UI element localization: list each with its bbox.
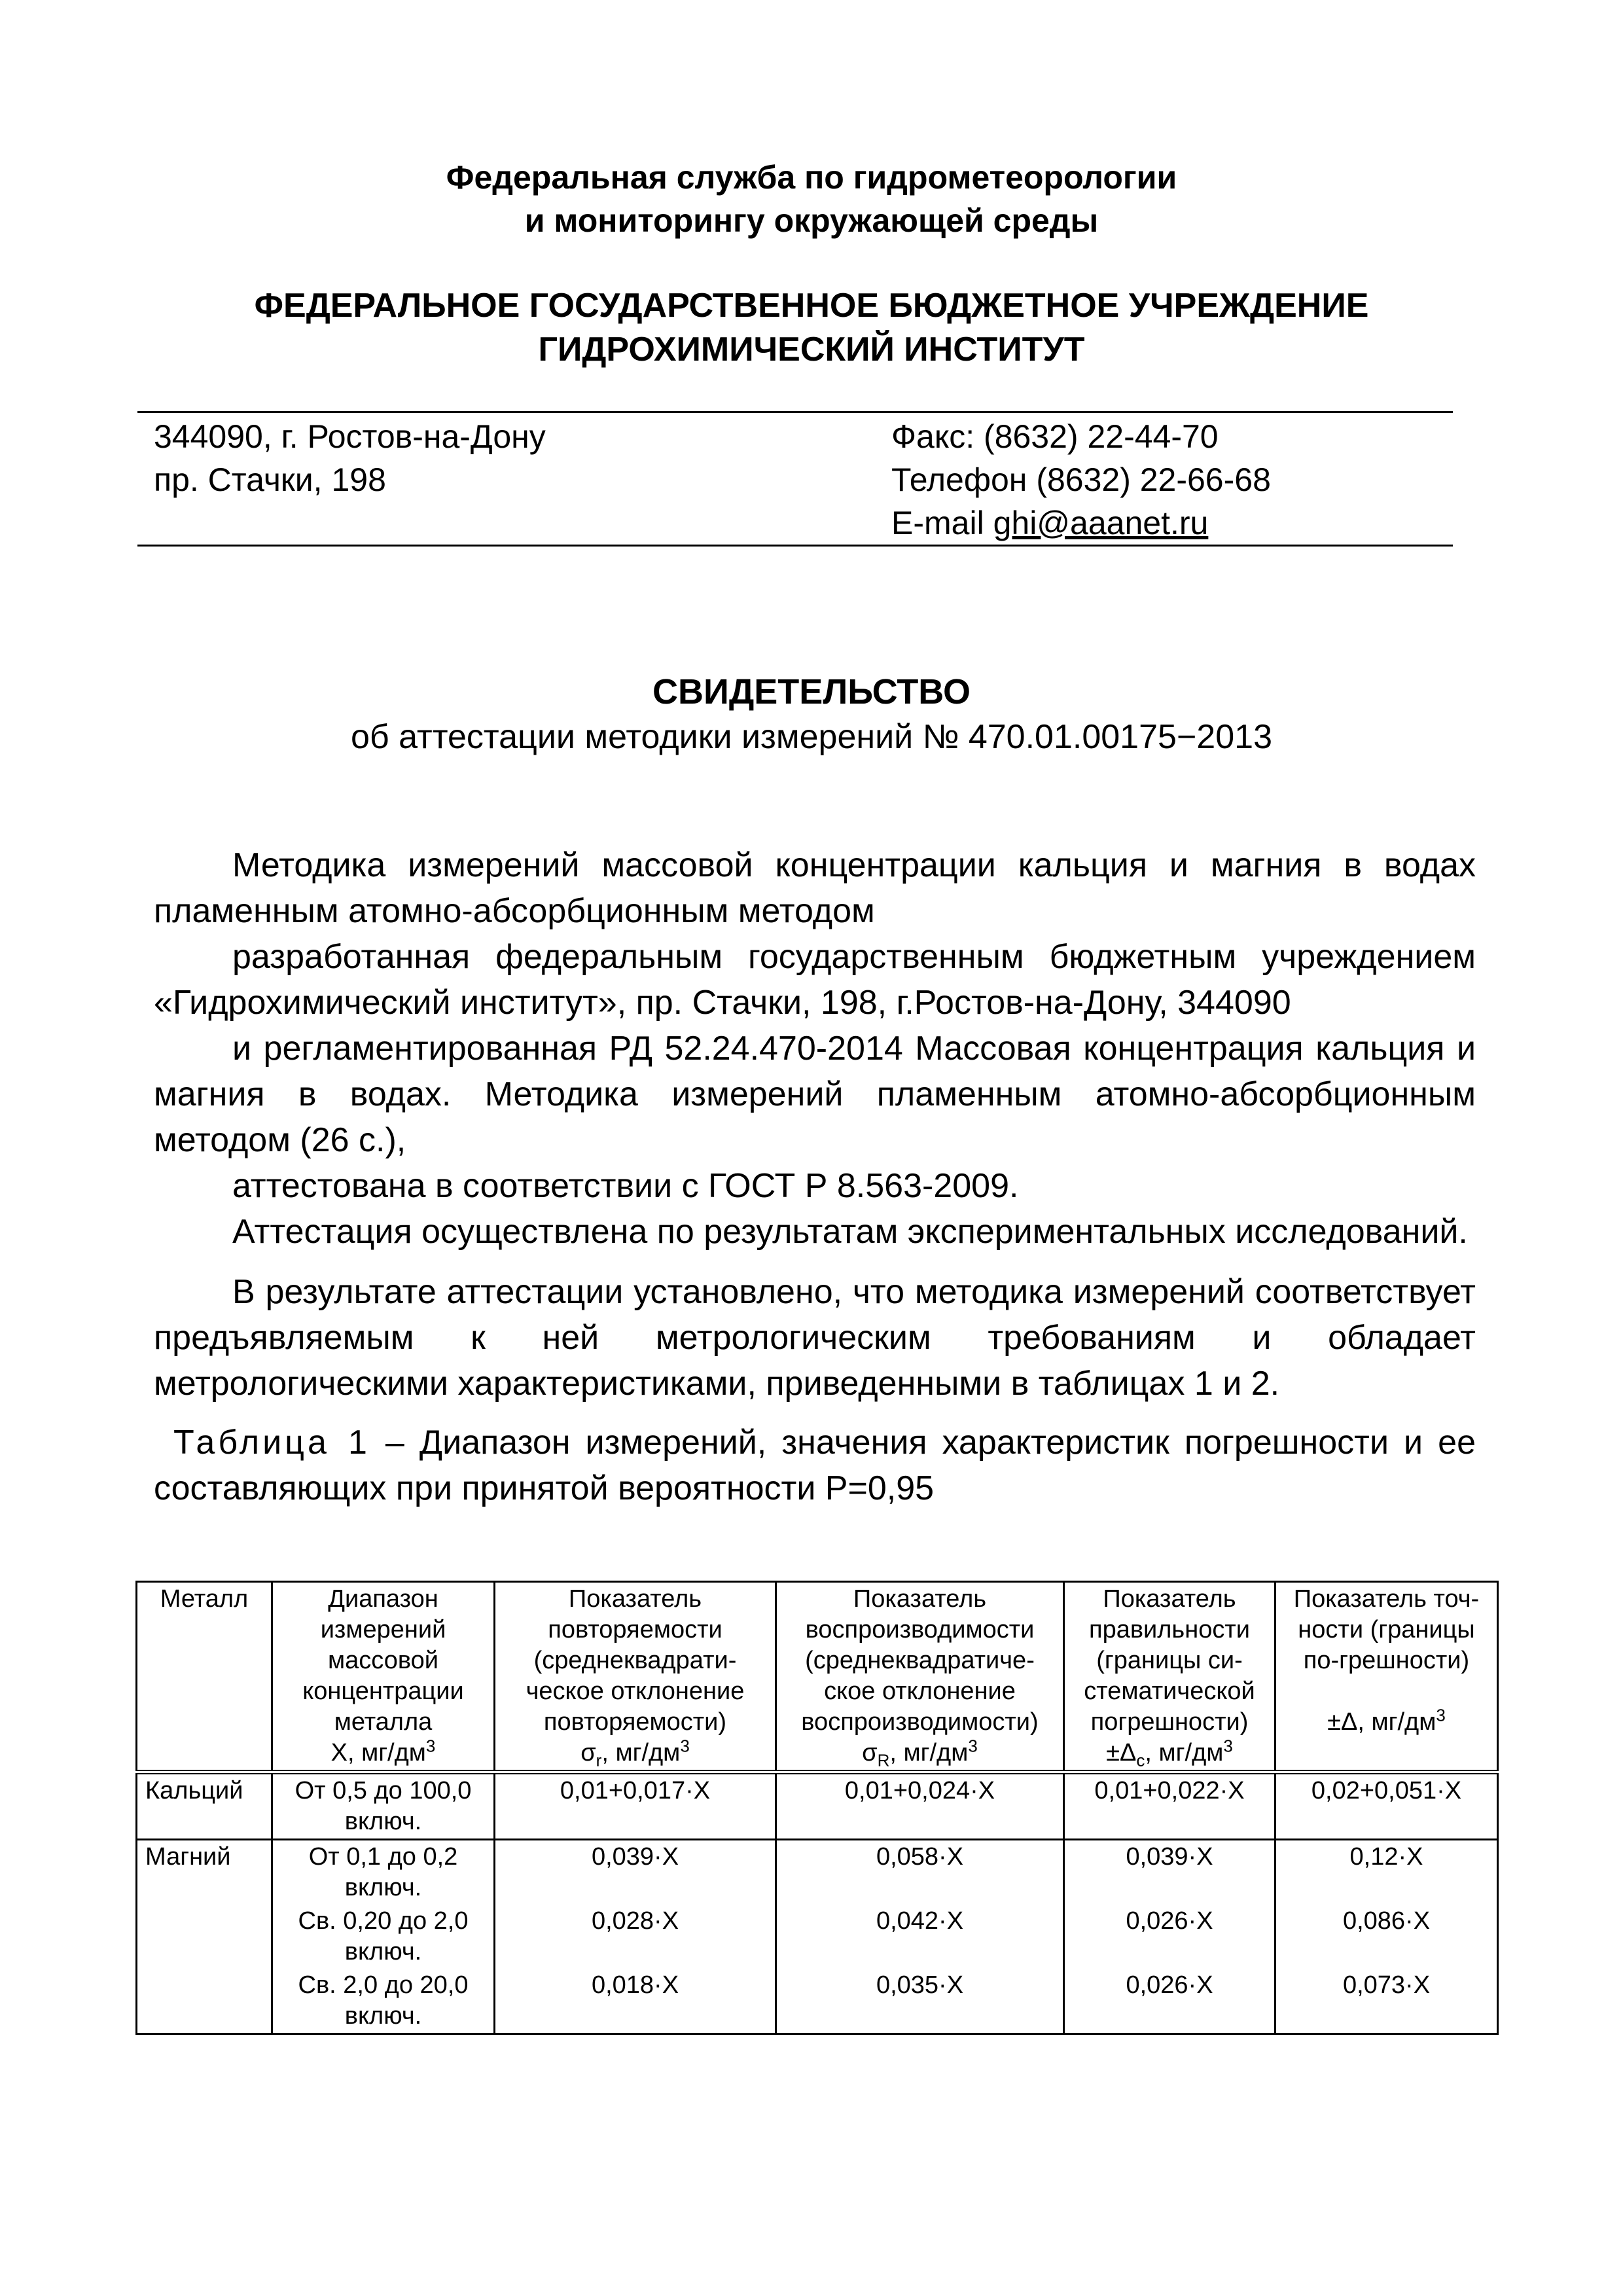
header-correctness-text: Показатель правильности (границы си-стематической погрешности) [1084, 1585, 1255, 1736]
certificate-body [154, 842, 1476, 1511]
header-metal: Металл [137, 1582, 272, 1772]
table-row-magnesium-1 [137, 1840, 1498, 1905]
address-fax: Факс: (8632) 22-44-70 [891, 418, 1219, 455]
body-paragraph-2: разработанная федеральным государственным бюджетным учреждением «Гидрохимический институт», пр. Стачки, 198, г.Ростов-на-Дону, 344090 [154, 938, 1476, 1022]
org-line-1: ФЕДЕРАЛЬНОЕ ГОСУДАРСТВЕННОЕ БЮДЖЕТНОЕ УЧРЕЖДЕНИЕ [254, 287, 1369, 325]
address-top-rule [137, 411, 1453, 413]
body-paragraph-3: и регламентированная РД 52.24.470-2014 Массовая концентрация кальция и магния в водах. Методика измерений пламенным атомно-абсорбционным методом (26 с.), [154, 1030, 1476, 1159]
cell-metal: Магний [137, 1840, 272, 1905]
cell-reproducibility: 0,035·Х [776, 1969, 1064, 2034]
header-range [272, 1582, 495, 1772]
cell-repeatability: 0,01+0,017·Х [495, 1772, 776, 1840]
header-reproducibility-text: Показатель воспроизводимости (среднеквадратиче-ское отклонение воспроизводимости) [801, 1585, 1039, 1736]
cell-correctness: 0,039·Х [1064, 1840, 1275, 1905]
table-caption-lead: Таблица 1 [173, 1424, 370, 1462]
cell-repeatability: 0,039·Х [495, 1840, 776, 1905]
cell-metal-empty [137, 1905, 272, 1969]
cell-accuracy: 0,12·Х [1275, 1840, 1498, 1905]
cell-correctness: 0,026·Х [1064, 1969, 1275, 2034]
cube-exponent: 3 [425, 1736, 436, 1756]
address-email [891, 501, 1208, 545]
header-correctness-unit: , мг/дм [1145, 1739, 1224, 1767]
cell-accuracy: 0,02+0,051·Х [1275, 1772, 1498, 1840]
certificate-title: СВИДЕТЕЛЬСТВО [652, 672, 971, 711]
cell-range: Св. 2,0 до 20,0 включ. [272, 1969, 495, 2034]
cell-repeatability: 0,018·Х [495, 1969, 776, 2034]
cube-exponent: 3 [1223, 1736, 1233, 1756]
cell-accuracy: 0,086·Х [1275, 1905, 1498, 1969]
header-accuracy-unit: ±Δ, мг/дм [1327, 1708, 1436, 1736]
symbol-sigma-R: σ [862, 1739, 878, 1767]
subscript-r: r [596, 1750, 602, 1770]
address-bottom-rule [137, 545, 1453, 547]
body-paragraph-5: Аттестация осуществлена по результатам экспериментальных исследований. [232, 1213, 1468, 1251]
agency-line-2: и мониторингу окружающей среды [524, 202, 1099, 239]
cube-exponent: 3 [1436, 1705, 1446, 1725]
symbol-delta-c: ±Δ [1106, 1739, 1137, 1767]
symbol-sigma-r: σ [580, 1739, 596, 1767]
table-row-magnesium-2 [137, 1905, 1498, 1969]
header-reproducibility-unit: , мг/дм [889, 1739, 969, 1767]
table-caption [154, 1420, 1476, 1511]
email-link[interactable]: ghi@aaanet.ru [993, 505, 1209, 541]
table-row-calcium [137, 1772, 1498, 1840]
cell-metal: Кальций [137, 1772, 272, 1840]
certificate-subtitle: об аттестации методики измерений № 470.01.00175−2013 [351, 718, 1272, 756]
table-header-row [137, 1582, 1498, 1772]
cell-metal-empty [137, 1969, 272, 2034]
cell-correctness: 0,01+0,022·Х [1064, 1772, 1275, 1840]
header-range-unit: Х, мг/дм [330, 1739, 426, 1767]
metrology-table [135, 1581, 1499, 2035]
header-repeatability [495, 1582, 776, 1772]
cell-correctness: 0,026·Х [1064, 1905, 1275, 1969]
subscript-R: R [877, 1750, 890, 1770]
cell-range: Св. 0,20 до 2,0 включ. [272, 1905, 495, 1969]
body-paragraph-4: аттестована в соответствии с ГОСТ Р 8.563-2009. [232, 1167, 1019, 1205]
cell-reproducibility: 0,058·Х [776, 1840, 1064, 1905]
cube-exponent: 3 [968, 1736, 978, 1756]
cell-repeatability: 0,028·Х [495, 1905, 776, 1969]
table-caption-text: – Диапазон измерений, значения характеристик погрешности и ее составляющих при принятой вероятности Р=0,95 [154, 1424, 1476, 1507]
header-accuracy-text: Показатель точ-ности (границы по-грешности) [1293, 1585, 1480, 1674]
org-line-2: ГИДРОХИМИЧЕСКИЙ ИНСТИТУТ [538, 331, 1085, 368]
header-repeatability-unit: , мг/дм [601, 1739, 681, 1767]
header-range-text: Диапазон измерений массовой концентрации металла [302, 1585, 464, 1736]
header-accuracy [1275, 1582, 1498, 1772]
cell-accuracy: 0,073·Х [1275, 1969, 1498, 2034]
body-paragraph-6: В результате аттестации установлено, что методика измерений соответствует предъявляемым к ней метрологическим требованиям и обладает метрологическими характеристиками, приведенными в таблицах 1 и 2. [154, 1273, 1476, 1403]
agency-line-1: Федеральная служба по гидрометеорологии [446, 159, 1177, 196]
address-phone: Телефон (8632) 22-66-68 [891, 461, 1271, 498]
body-paragraph-1: Методика измерений массовой концентрации кальция и магния в водах пламенным атомно-абсорбционным методом [154, 846, 1476, 930]
cell-reproducibility: 0,01+0,024·Х [776, 1772, 1064, 1840]
table-row-magnesium-3 [137, 1969, 1498, 2034]
cell-reproducibility: 0,042·Х [776, 1905, 1064, 1969]
header-reproducibility [776, 1582, 1064, 1772]
subscript-c: c [1136, 1750, 1145, 1770]
cell-range: От 0,1 до 0,2 включ. [272, 1840, 495, 1905]
cell-range: От 0,5 до 100,0 включ. [272, 1772, 495, 1840]
address-city: 344090, г. Ростов-на-Дону [154, 418, 546, 455]
header-correctness [1064, 1582, 1275, 1772]
address-street: пр. Стачки, 198 [154, 461, 386, 498]
header-repeatability-text: Показатель повторяемости (среднеквадрати-ческое отклонение повторяемости) [526, 1585, 745, 1736]
email-label: E-mail [891, 505, 993, 541]
cube-exponent: 3 [680, 1736, 690, 1756]
